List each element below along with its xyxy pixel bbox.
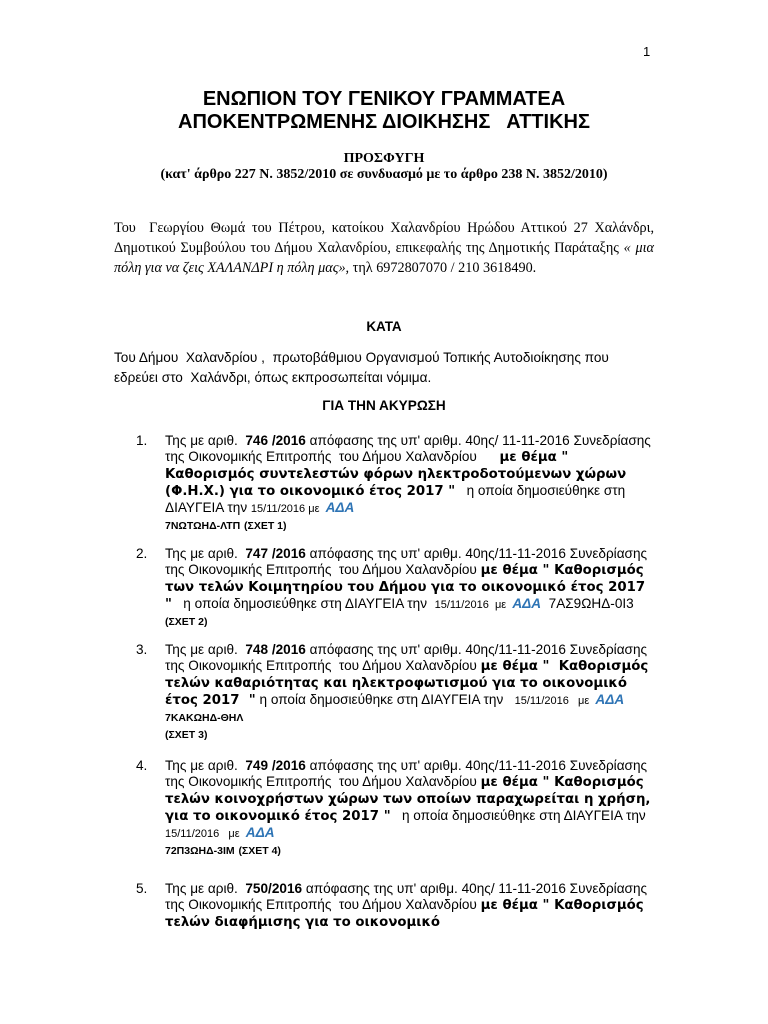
decision-number: 747 /2016 [245, 546, 306, 561]
subject-text: με θέμα " Καθορισμός των τελών Κοιμητηρίου του Δήμου για το οικονομικό έτος 2017 " [165, 563, 683, 612]
publish-date: 15/11/2016 [250, 503, 306, 515]
published-text: η οποία δημοσιεύθηκε στη ΔΙΑΥΓΕΙΑ την [390, 808, 658, 823]
list-item [136, 881, 656, 931]
decision-number: 748 /2016 [245, 642, 306, 657]
applicant-phone: τηλ 6972807070 / 210 3618490. [349, 260, 537, 276]
ada-label: ΑΔΑ [595, 692, 625, 707]
with-text: με [305, 503, 326, 515]
subject-text: με θέμα " Καθορισμός τελών διαφήμισης για το οικονομικό [165, 898, 649, 930]
list-item [136, 546, 683, 630]
attachment-ref: (ΣΧΕΤ 1) [244, 520, 287, 532]
ada-code: 7ΝΩΤΩΗΔ-ΛΤΠ [165, 520, 241, 532]
ada-code: 72Π3ΩΗΔ-3ΙΜ [165, 845, 235, 857]
list-item-number: 4. [136, 758, 148, 773]
heading-line-2: ΑΠΟΚΕΝΤΡΩΜΕΝΗΣ ΔΙΟΙΚΗΣΗΣ ΑΤΤΙΚΗΣ [178, 111, 590, 133]
decision-number: 746 /2016 [245, 433, 306, 448]
with-text: με [488, 599, 513, 611]
subject-text: με θέμα " Καθορισμός τελών κοινοχρήστων χώρων των οποίων παραχωρείται η χρήση, για το οικονομικό έτος 2017 " [165, 775, 656, 824]
kata-heading: ΚΑΤΑ [366, 319, 402, 334]
published-text: η οποία δημοσιεύθηκε στη ΔΙΑΥΓΕΙΑ την [255, 692, 515, 707]
annulment-heading: ΓΙΑ ΤΗΝ ΑΚΥΡΩΣΗ [322, 398, 446, 413]
kata-paragraph: Του Δήμου Χαλανδρίου , πρωτοβάθμιου Οργανισμού Τοπικής Αυτοδιοίκησης που εδρεύει στο Χαλάνδρι, όπως εκπροσωπείται νόμιμα. [114, 350, 613, 385]
publish-date: 15/11/2016 [434, 599, 489, 611]
ada-code: 7ΑΣ9ΩΗΔ-0Ι3 [548, 596, 634, 611]
publish-date: 15/11/2016 [514, 695, 569, 707]
list-item-number: 2. [136, 546, 148, 561]
party-name: « μια πόλη για να ζεις ΧΑΛΑΝΔΡΙ η πόλη μας», [114, 240, 658, 276]
ada-label: ΑΔΑ [325, 500, 355, 515]
session-text: απόφασης της υπ' αριθμ. 40ης/11-11-2016 Συνεδρίασης της Οικονομικής Επιτροπής του Δήμου Χαλανδρίου [165, 546, 655, 577]
published-text: η οποία δημοσιεύθηκε στη ΔΙΑΥΓΕΙΑ την [171, 596, 435, 611]
list-item-number: 3. [136, 642, 148, 657]
item-prefix: Της με αριθ. [165, 546, 246, 561]
ada-code: 7ΚΑΚΩΗΔ-ΘΗΛ [165, 712, 244, 724]
item-prefix: Της με αριθ. [165, 758, 246, 773]
decision-number: 750/2016 [245, 881, 303, 896]
appeal-subtitle: (κατ' άρθρο 227 Ν. 3852/2010 σε συνδυασμό με το άρθρο 238 Ν. 3852/2010) [160, 167, 608, 182]
heading-line-1: ΕΝΩΠΙΟΝ ΤΟΥ ΓΕΝΙΚΟΥ ΓΡΑΜΜΑΤΕΑ [202, 88, 566, 110]
ada-label: ΑΔΑ [245, 825, 275, 840]
subject-text: με θέμα " Καθορισμός τελών καθαριότητας και ηλεκτροφωτισμού για το οικονομικό έτος 2017 " [165, 659, 653, 708]
subject-text: με θέμα " Καθορισμός συντελεστών φόρων ηλεκτροδοτούμενων χώρων (Φ.Η.Χ.) για το οικονομικό έτος 2017 " [165, 450, 631, 499]
with-text: με [219, 828, 246, 840]
session-text: απόφασης της υπ' αριθμ. 40ης/11-11-2016 Συνεδρίασης της Οικονομικής Επιτροπής του Δήμου Χαλανδρίου [165, 758, 655, 789]
attachment-ref: (ΣΧΕΤ 2) [165, 616, 208, 628]
list-item-number: 1. [136, 433, 148, 448]
appeal-title: ΠΡΟΣΦΥΓΗ [343, 151, 425, 166]
list-item [136, 758, 656, 859]
applicant-text: Του Γεωργίου Θωμά του Πέτρου, κατοίκου Χαλανδρίου Ηρώδου Αττικού 27 Χαλάνδρι, Δημοτικού Συμβούλου του Δήμου Χαλανδρίου, επικεφαλής της Δημοτικής Παράταξης [114, 220, 662, 256]
list-item [136, 433, 659, 534]
item-prefix: Της με αριθ. [165, 642, 246, 657]
list-item-number: 5. [136, 881, 148, 896]
ada-label: ΑΔΑ [512, 596, 542, 611]
list-item [136, 642, 656, 743]
attachment-ref: (ΣΧΕΤ 3) [165, 729, 208, 741]
session-text: απόφασης της υπ' αριθμ. 40ης/ 11-11-2016 Συνεδρίασης της Οικονομικής Επιτροπής του Δήμου Χαλανδρίου [165, 433, 659, 464]
publish-date: 15/11/2016 [165, 828, 220, 840]
session-text: απόφασης της υπ' αριθμ. 40ης/ 11-11-2016 Συνεδρίασης της Οικονομικής Επιτροπής του Δήμου Χαλανδρίου [165, 881, 655, 912]
session-text: απόφασης της υπ' αριθμ. 40ης/11-11-2016 Συνεδρίασης της Οικονομικής Επιτροπής του Δήμου Χαλανδρίου [165, 642, 655, 673]
page-number: 1 [643, 44, 651, 59]
attachment-ref: (ΣΧΕΤ 4) [238, 845, 281, 857]
item-prefix: Της με αριθ. [165, 433, 246, 448]
published-text: η οποία δημοσιεύθηκε στη ΔΙΑΥΓΕΙΑ την [165, 483, 629, 515]
with-text: με [568, 695, 596, 707]
item-prefix: Της με αριθ. [165, 881, 246, 896]
decision-number: 749 /2016 [245, 758, 306, 773]
applicant-paragraph [114, 218, 662, 278]
